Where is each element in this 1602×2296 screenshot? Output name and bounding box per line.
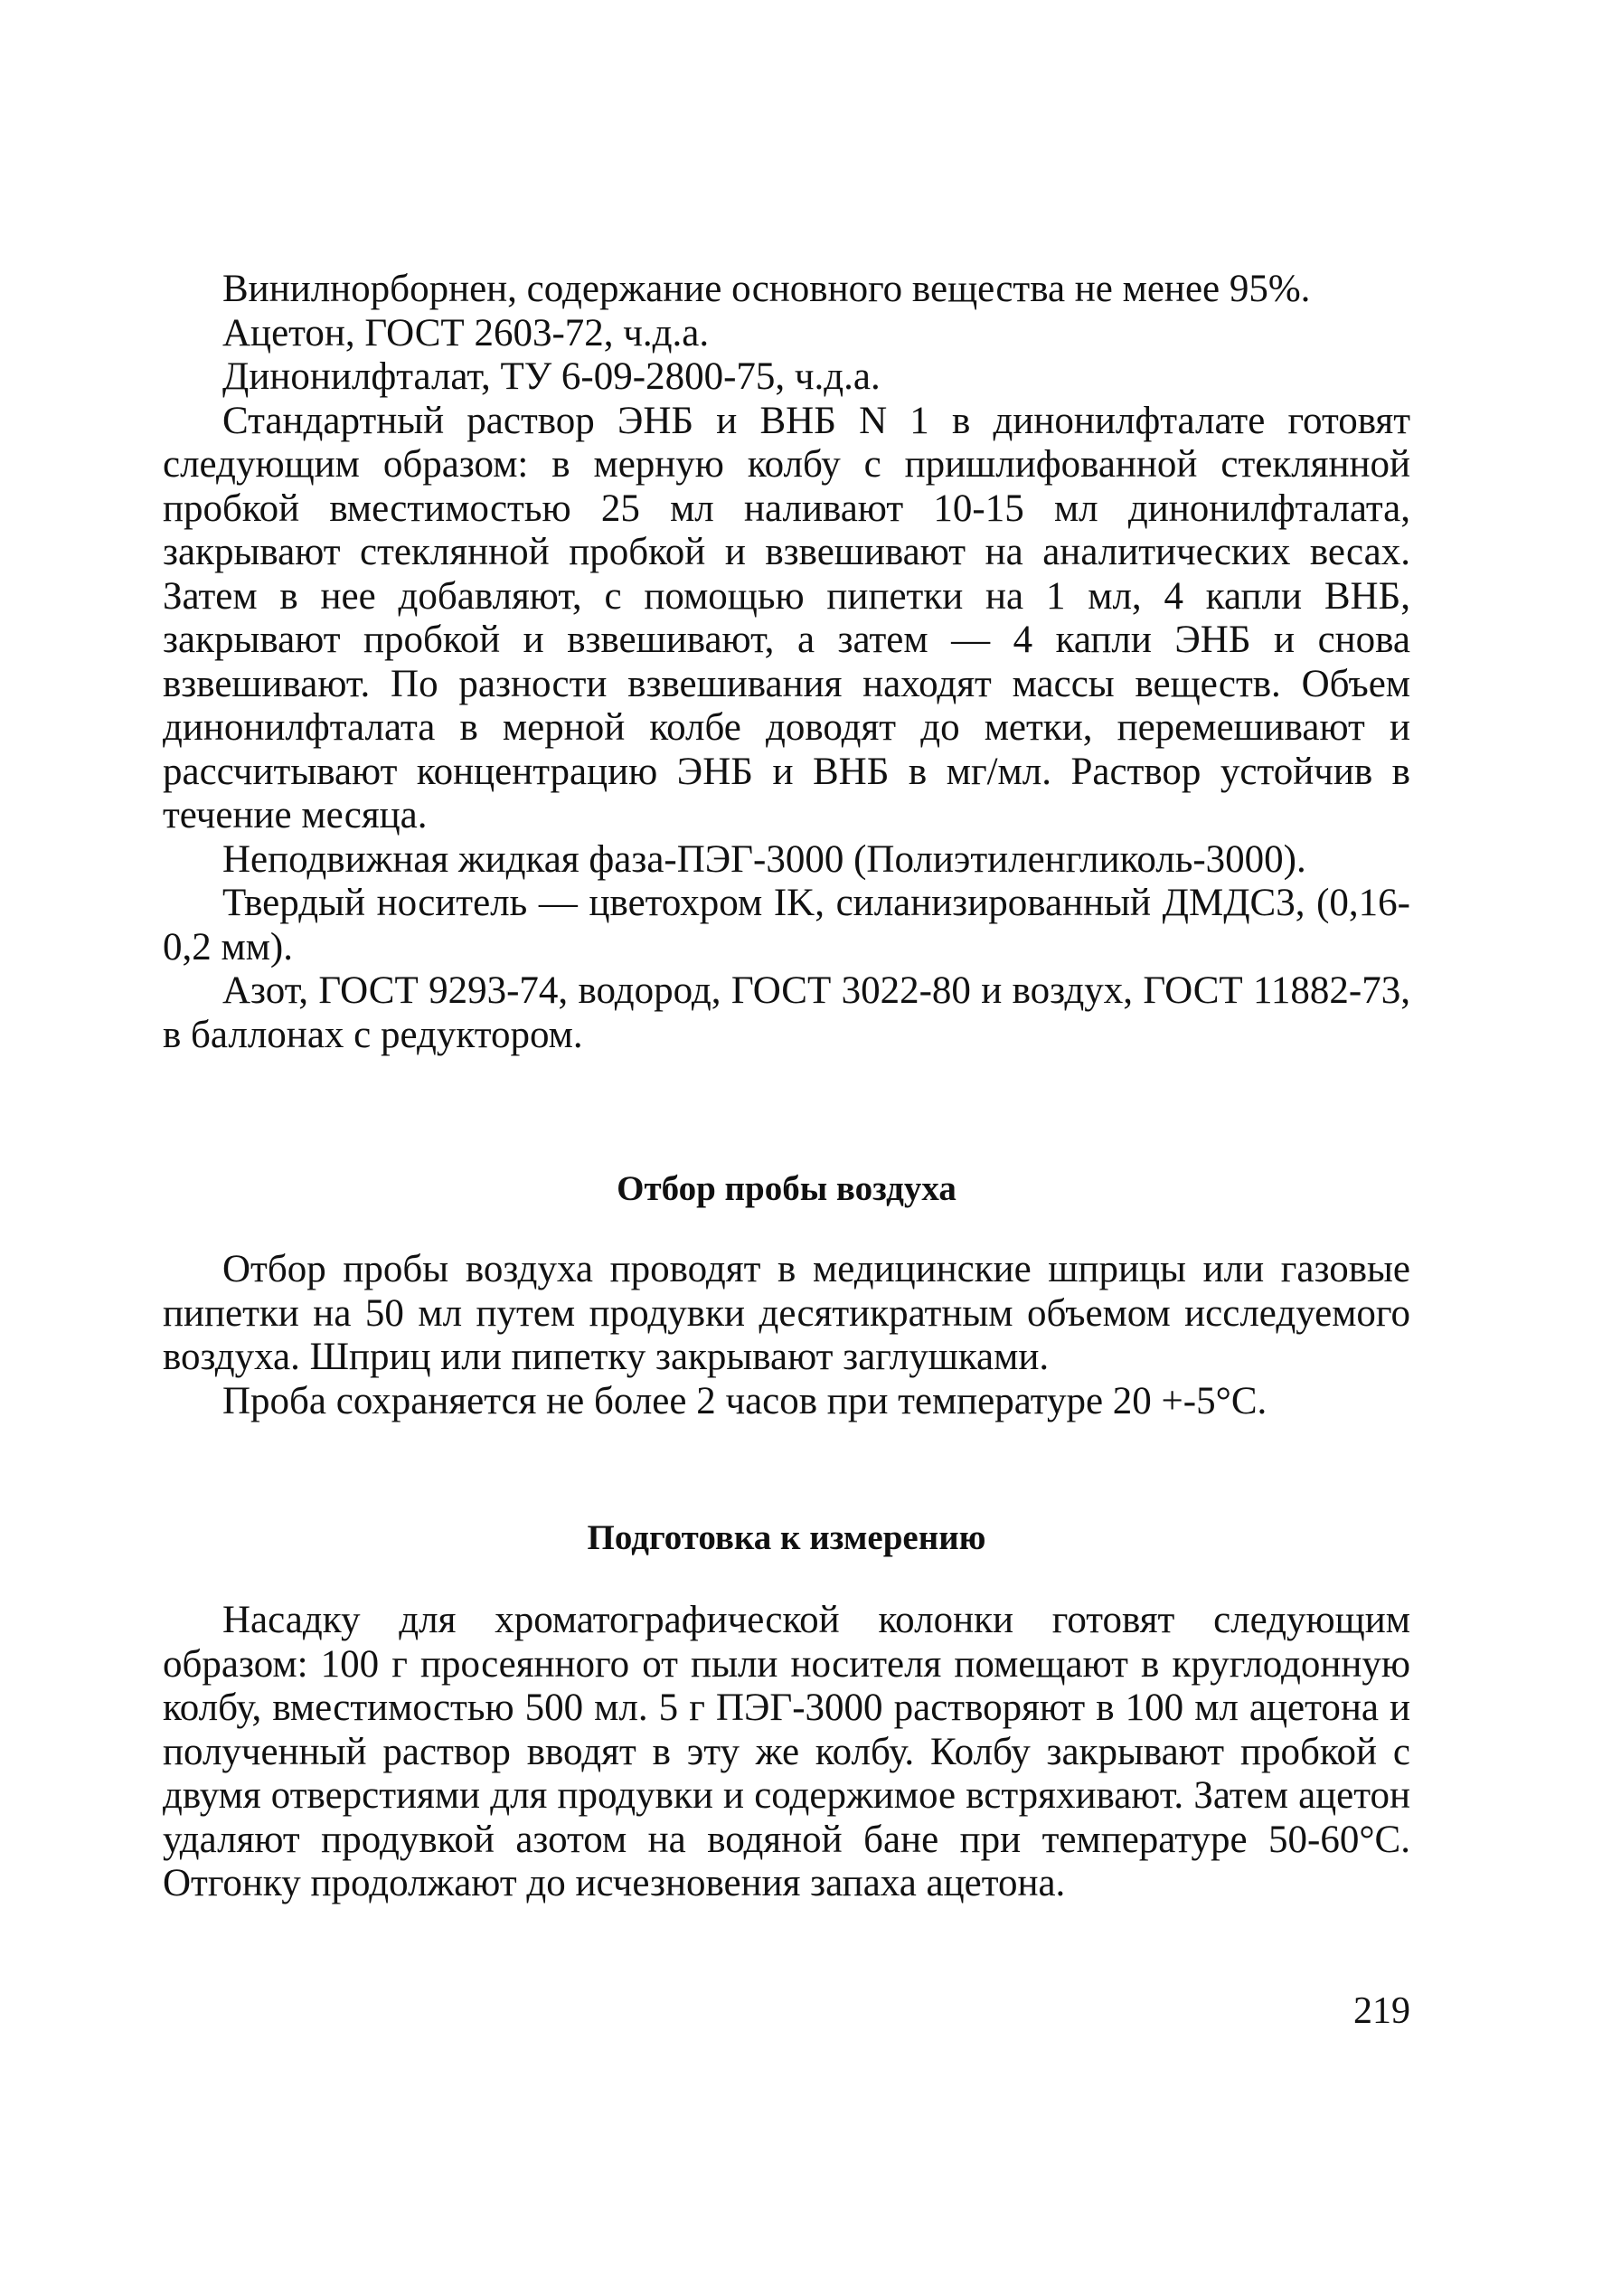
page-number: 219 (1353, 1990, 1410, 2032)
paragraph-stationary-phase: Неподвижная жидкая фаза-ПЭГ-3000 (Полиэтиленгликоль-3000). (222, 837, 1306, 881)
section-heading-sampling: Отбор пробы воздуха (617, 1169, 956, 1208)
paragraph-standard-solution: Стандартный раствор ЭНБ и ВНБ N 1 в динонилфталате готовят следующим образом: в мерную колбу с пришлифованной стеклянной пробкой вместимостью 25 мл наливают 10-15 мл динонилфталата, закрывают стеклянной пробкой и взвешивают на аналитических весах. Затем в нее добавляют, с помощью пипетки на 1 мл, 4 капли ВНБ, закрывают пробкой и взвешивают, а затем — 4 капли ЭНБ и снова взвешивают. По разности взвешивания находят массы веществ. Объем динонилфталата в мерной колбе доводят до метки, перемешивают и рассчитывают концентрацию ЭНБ и ВНБ в мг/мл. Раствор устойчив в течение месяца. (163, 399, 1410, 836)
paragraph-gases: Азот, ГОСТ 9293-74, водород, ГОСТ 3022-80 и воздух, ГОСТ 11882-73, в баллонах с редуктором. (163, 969, 1410, 1056)
paragraph-sample-storage: Проба сохраняется не более 2 часов при температуре 20 +-5°С. (222, 1379, 1267, 1422)
section-heading-preparation: Подготовка к измерению (587, 1518, 986, 1557)
paragraph-dinonylphthalate: Динонилфталат, ТУ 6-09-2800-75, ч.д.а. (222, 355, 881, 398)
paragraph-column-packing: Насадку для хроматографической колонки готовят следующим образом: 100 г просеянного от пыли носителя помещают в круглодонную колбу, вместимостью 500 мл. 5 г ПЭГ-3000 растворяют в 100 мл ацетона и полученный раствор вводят в эту же колбу. Колбу закрывают пробкой с двумя отверстиями для продувки и содержимое встряхивают. Затем ацетон удаляют продувкой азотом на водяной бане при температуре 50-60°С. Отгонку продолжают до исчезновения запаха ацетона. (163, 1599, 1410, 1904)
reagents-section (163, 268, 1410, 1057)
paragraph-vinylnorbornene: Винилнорборнен, содержание основного вещества не менее 95%. (222, 268, 1311, 310)
paragraph-solid-carrier: Твердый носитель — цветохром IK, силанизированный ДМДС3, (0,16-0,2 мм). (163, 882, 1410, 968)
paragraph-sampling-method: Отбор пробы воздуха проводят в медицинские шприцы или газовые пипетки на 50 мл путем продувки десятикратным объемом исследуемого воздуха. Шприц или пипетку закрывают заглушками. (163, 1248, 1410, 1378)
preparation-section (163, 1599, 1410, 1906)
paragraph-acetone: Ацетон, ГОСТ 2603-72, ч.д.а. (222, 311, 710, 354)
sampling-section (163, 1248, 1410, 1423)
